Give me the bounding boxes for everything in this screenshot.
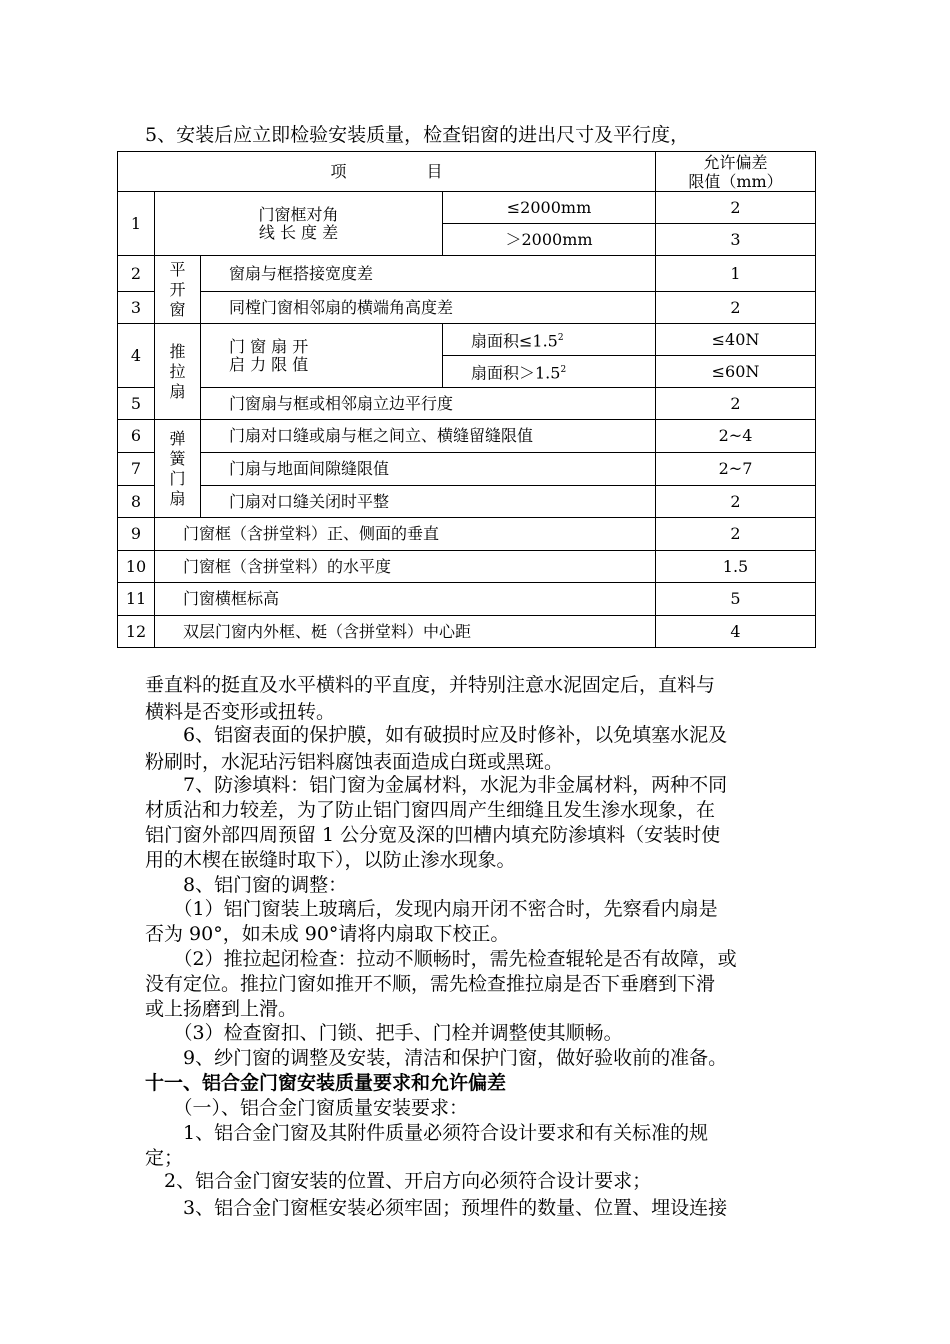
table-row: 1 门窗框对角 线 长 度 差 ≤2000mm 2 <box>118 192 816 224</box>
header-item: 项 目 <box>118 152 656 192</box>
text-line: 否为 90°，如未成 90°请将内扇取下校正。 <box>145 923 510 945</box>
table-row: 7 门扇与地面间隙缝限值 2~7 <box>118 453 816 486</box>
text-line: 垂直料的挺直及水平横料的平直度，并特别注意水泥固定后，直料与 <box>145 674 716 696</box>
text-line: 7、防渗填料：铝门窗为金属材料，水泥为非金属材料，两种不同 <box>145 774 728 796</box>
text-line: 或上扬磨到上滑。 <box>145 998 298 1020</box>
table-row: 11 门窗横框标高 5 <box>118 583 816 616</box>
header-limit: 允许偏差 限值（mm） <box>656 152 816 192</box>
table-header-row <box>118 152 816 192</box>
tolerance-table <box>117 151 816 648</box>
text-line: （3）检查窗扣、门锁、把手、门栓并调整使其顺畅。 <box>145 1022 623 1044</box>
table-row: 10 门窗框（含拼堂料）的水平度 1.5 <box>118 551 816 583</box>
table-row: 5 门窗扇与框或相邻扇立边平行度 2 <box>118 388 816 420</box>
section-heading: 十一、铝合金门窗安装质量要求和允许偏差 <box>145 1072 507 1094</box>
group-label-tanhuang: 弹 簧 门 扇 <box>155 420 201 518</box>
text-line: 6、铝窗表面的保护膜，如有破损时应及时修补，以免填塞水泥及 <box>145 724 728 746</box>
text-line: 9、纱门窗的调整及安装，清洁和保护门窗，做好验收前的准备。 <box>145 1047 728 1069</box>
table-row: ＞2000mm 3 <box>118 224 816 256</box>
group-label-pingkai: 平 开 窗 <box>155 256 201 324</box>
text-line: 3、铝合金门窗框安装必须牢固；预埋件的数量、位置、埋设连接 <box>145 1197 728 1219</box>
table-row: 3 同樘门窗相邻扇的横端角高度差 2 <box>118 292 816 324</box>
text-line: 8、铝门窗的调整： <box>145 874 348 896</box>
text-line: （1）铝门窗装上玻璃后，发现内扇开闭不密合时，先察看内扇是 <box>145 898 718 920</box>
table-row: 9 门窗框（含拼堂料）正、侧面的垂直 2 <box>118 518 816 551</box>
group-label-tuila: 推 拉 扇 <box>155 324 201 420</box>
text-line: 材质沾和力较差，为了防止铝门窗四周产生细缝且发生渗水现象，在 <box>145 799 716 821</box>
text-line: 2、铝合金门窗安装的位置、开启方向必须符合设计要求； <box>145 1170 652 1192</box>
text-line: 用的木楔在嵌缝时取下），以防止渗水现象。 <box>145 849 516 871</box>
text-line: （一）、铝合金门窗质量安装要求： <box>145 1097 469 1119</box>
text-line: 粉刷时，水泥玷污铝料腐蚀表面造成白斑或黑斑。 <box>145 751 564 773</box>
table-row: 扇面积$>1.5^2$ ≤60N <box>118 356 816 388</box>
intro-line: 5、安装后应立即检验安装质量，检查铝窗的进出尺寸及平行度， <box>145 124 690 146</box>
text-line: （2）推拉起闭检查：拉动不顺畅时，需先检查辊轮是否有故障，或 <box>145 948 737 970</box>
text-line: 1、铝合金门窗及其附件质量必须符合设计要求和有关标准的规 <box>145 1122 709 1144</box>
table-row: 12 双层门窗内外框、梃（含拼堂料）中心距 4 <box>118 616 816 648</box>
text-line: 横料是否变形或扭转。 <box>145 701 336 723</box>
text-line: 定； <box>145 1147 184 1169</box>
table-row: 2 平 开 窗 窗扇与框搭接宽度差 1 <box>118 256 816 292</box>
table-row: 6 弹 簧 门 扇 门扇对口缝或扇与框之间立、横缝留缝限值 2~4 <box>118 420 816 453</box>
text-line: 铝门窗外部四周预留 1 公分宽及深的凹槽内填充防渗填料（安装时使 <box>145 824 721 846</box>
table-row: 8 门扇对口缝关闭时平整 2 <box>118 486 816 518</box>
text-line: 没有定位。推拉门窗如推开不顺，需先检查推拉扇是否下垂磨到下滑 <box>145 973 716 995</box>
table-row: 4 推 拉 扇 门 窗 扇 开 启 力 限 值 扇面积$\le 1.5^2$ ≤40N <box>118 324 816 356</box>
